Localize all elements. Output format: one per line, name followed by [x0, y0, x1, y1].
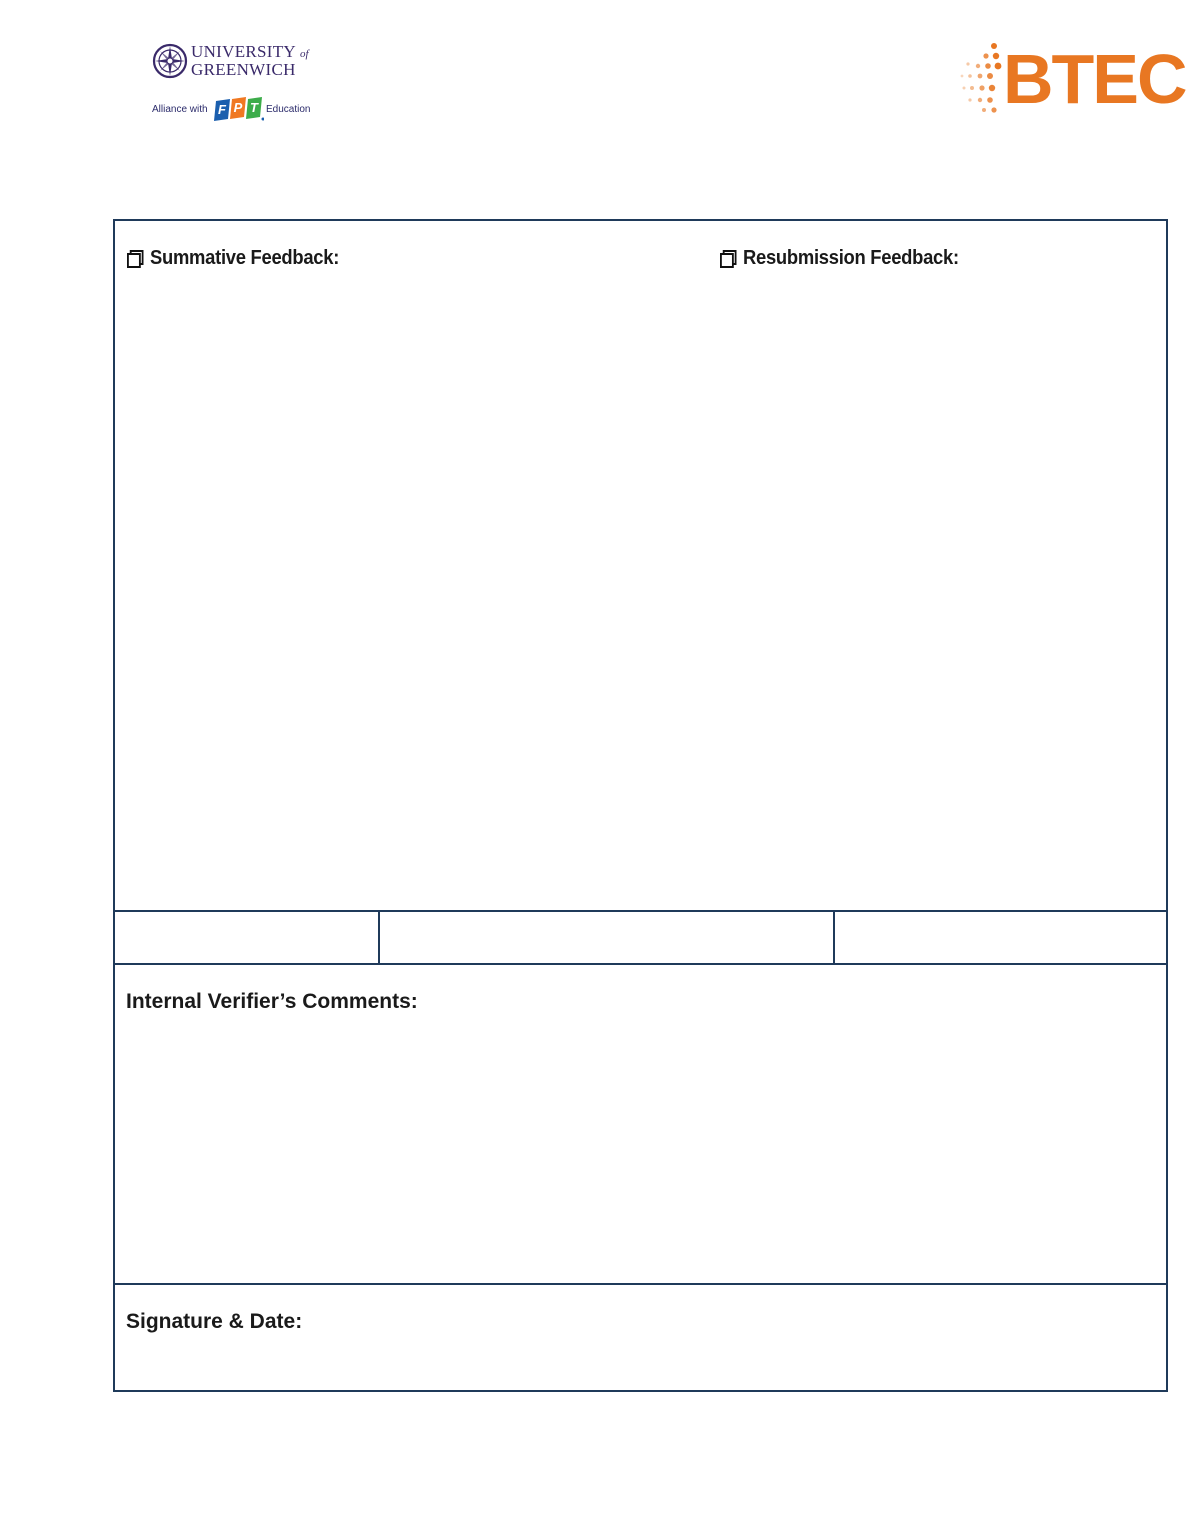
summative-feedback-label: Summative Feedback: — [150, 247, 340, 269]
assessor-signature-cell[interactable] — [380, 912, 835, 963]
date-cell[interactable] — [835, 912, 1166, 963]
resubmission-feedback-label: Resubmission Feedback: — [743, 247, 959, 269]
summative-checkbox-icon[interactable] — [127, 250, 144, 268]
svg-text:P: P — [233, 100, 243, 115]
btec-dots-icon — [958, 42, 1006, 114]
internal-verifier-label: Internal Verifier’s Comments: — [126, 990, 418, 1013]
feedback-form-table — [113, 219, 1168, 1392]
feedback-row — [115, 221, 1166, 912]
btec-logo — [958, 40, 1190, 120]
resubmission-feedback-option[interactable] — [720, 247, 959, 270]
greenwich-compass-icon — [152, 43, 188, 79]
summative-feedback-option[interactable] — [127, 247, 339, 270]
fpt-logo-icon — [212, 97, 264, 123]
greenwich-logo — [150, 40, 325, 130]
alliance-text: Alliance with — [152, 104, 208, 115]
svg-text:F: F — [218, 102, 226, 117]
education-text: Education — [266, 104, 311, 115]
btec-wordmark: BTEC — [1003, 40, 1186, 118]
signature-row — [115, 1285, 1166, 1392]
internal-verifier-row — [115, 965, 1166, 1285]
grade-cell[interactable] — [115, 912, 380, 963]
signature-date-label: Signature & Date: — [126, 1310, 303, 1333]
svg-text:T: T — [250, 100, 258, 115]
resubmission-checkbox-icon[interactable] — [720, 250, 737, 268]
grading-row — [115, 912, 1166, 965]
greenwich-wordmark: UNIVERSITY of GREENWICH — [191, 42, 309, 79]
